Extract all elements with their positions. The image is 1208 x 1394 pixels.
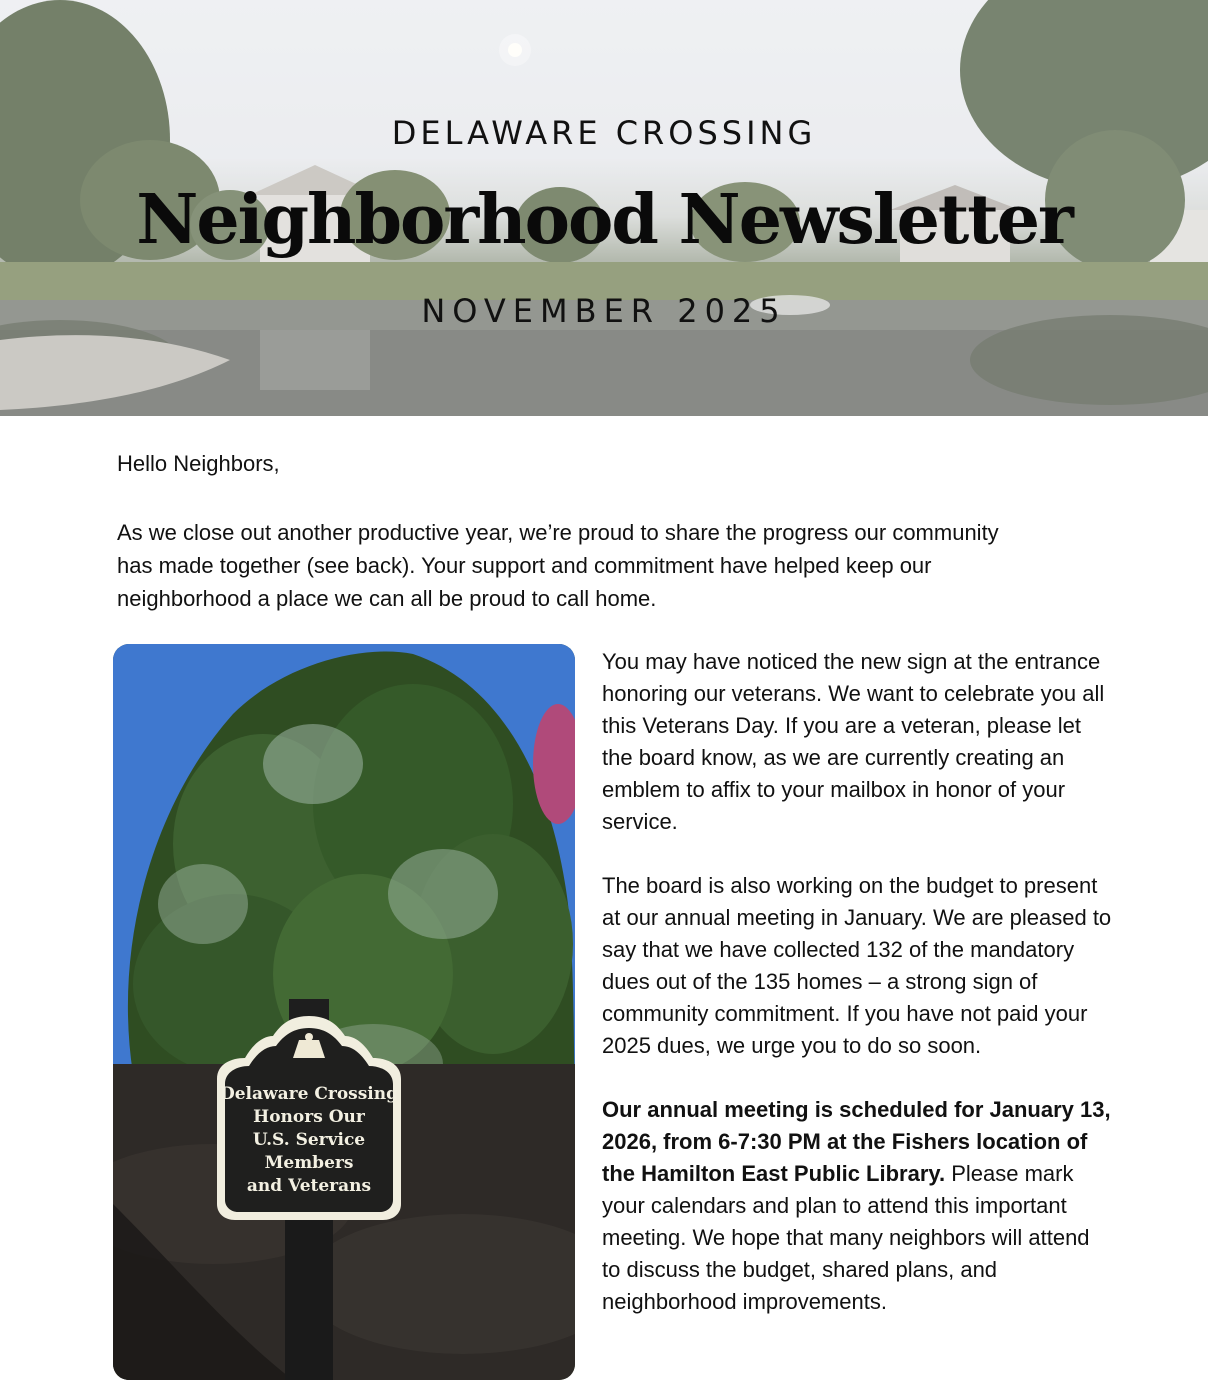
- veterans-sign-photo: [113, 644, 575, 1380]
- intro-paragraph: As we close out another productive year, we’re proud to share the progress our community has made together (see back). Your support and commitment have helped keep our neighborhood a place we can all be proud to call home.: [117, 520, 999, 611]
- article-column: [602, 646, 1112, 1318]
- sign-text-line5: and Veterans: [246, 1176, 372, 1196]
- issue-date: NOVEMBER 2025: [421, 292, 787, 330]
- sign-text-line4: Members: [264, 1153, 354, 1173]
- veterans-paragraph: You may have noticed the new sign at the entrance honoring our veterans. We want to celebrate you all this Veterans Day. If you are a veteran, please let the board know, as we are currently creating an emblem to affix to your mailbox in honor of your service.: [602, 649, 1105, 834]
- meeting-invitation: Please mark your calendars and plan to attend this important meeting. We hope that many neighbors will attend to discuss the budget, shared plans, and neighborhood improvements.: [602, 1161, 1090, 1314]
- community-name: DELAWARE CROSSING: [391, 114, 817, 152]
- greeting: Hello Neighbors,: [117, 451, 280, 476]
- budget-paragraph: The board is also working on the budget to present at our annual meeting in January. We are pleased to say that we have collected 132 of the mandatory dues out of the 135 homes – a strong sign of community commitment. If you have not paid your 2025 dues, we urge you to do so soon.: [602, 873, 1112, 1058]
- sign-text-line2: Honors Our: [253, 1107, 365, 1127]
- veterans-sign-image: [113, 644, 575, 1380]
- sign-text-line1: Delaware Crossing: [219, 1084, 399, 1104]
- header-banner: [0, 0, 1208, 416]
- meeting-paragraph: [602, 1094, 1112, 1318]
- newsletter-title: Neighborhood Newsletter: [136, 180, 1072, 260]
- sign-text-line3: U.S. Service: [252, 1130, 366, 1150]
- meeting-details: Our annual meeting is scheduled for January 13, 2026, from 6-7:30 PM at the Fishers location of the Hamilton East Public Library.: [602, 1097, 1111, 1186]
